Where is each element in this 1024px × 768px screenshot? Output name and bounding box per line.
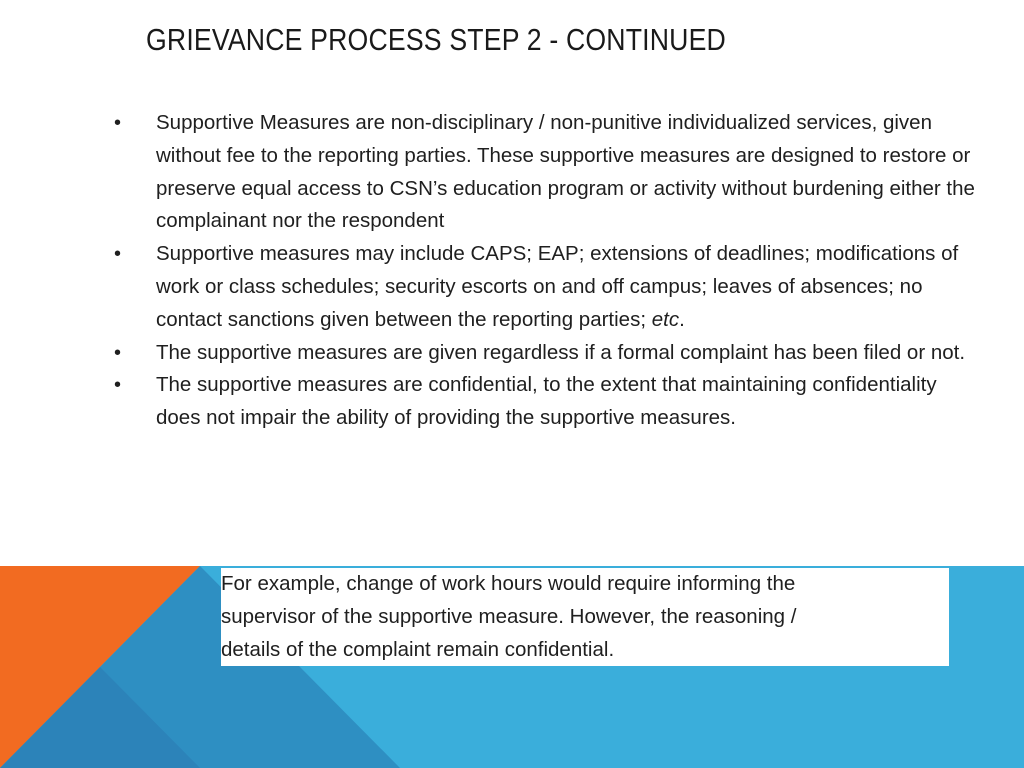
list-item — [114, 238, 976, 336]
bullet-marker: • — [114, 374, 122, 397]
bullet-marker: • — [114, 112, 122, 134]
list-item — [114, 337, 976, 370]
example-note — [221, 568, 949, 666]
bullet-text-italic: etc — [651, 307, 680, 331]
example-line: For example, change of work hours would require informing the — [221, 572, 796, 595]
bullet-marker: • — [114, 243, 122, 266]
bullet-text: The supportive measures are given regardless if a formal complaint has been filed or not. — [156, 340, 966, 364]
bullet-text: The supportive measures are confidential, to the extent that maintaining confidentiality does not impair the ability of providing the supportive measures. — [156, 373, 937, 430]
bullet-marker: • — [114, 341, 122, 364]
page-title: GRIEVANCE PROCESS STEP 2 - CONTINUED — [146, 22, 726, 57]
bullet-text-end: . — [679, 307, 685, 331]
list-item — [114, 369, 976, 435]
example-line: supervisor of the supportive measure. However, the reasoning / — [221, 604, 797, 628]
example-line: details of the complaint remain confidential. — [221, 637, 615, 661]
bullet-list — [114, 107, 976, 435]
bullet-text: Supportive measures may include CAPS; EAP; extensions of deadlines; modifications of work or class schedules; security escorts on and off campus; leaves of absences; no contact sanctions given between the reporting parties; — [156, 242, 959, 331]
bullet-text: Supportive Measures are non-disciplinary / non-punitive individualized services, given without fee to the reporting parties. These supportive measures are designed to restore or preserve equal access to CSN’s education program or activity without burdening either the complainant nor the respondent — [156, 111, 975, 233]
list-item — [114, 107, 976, 238]
